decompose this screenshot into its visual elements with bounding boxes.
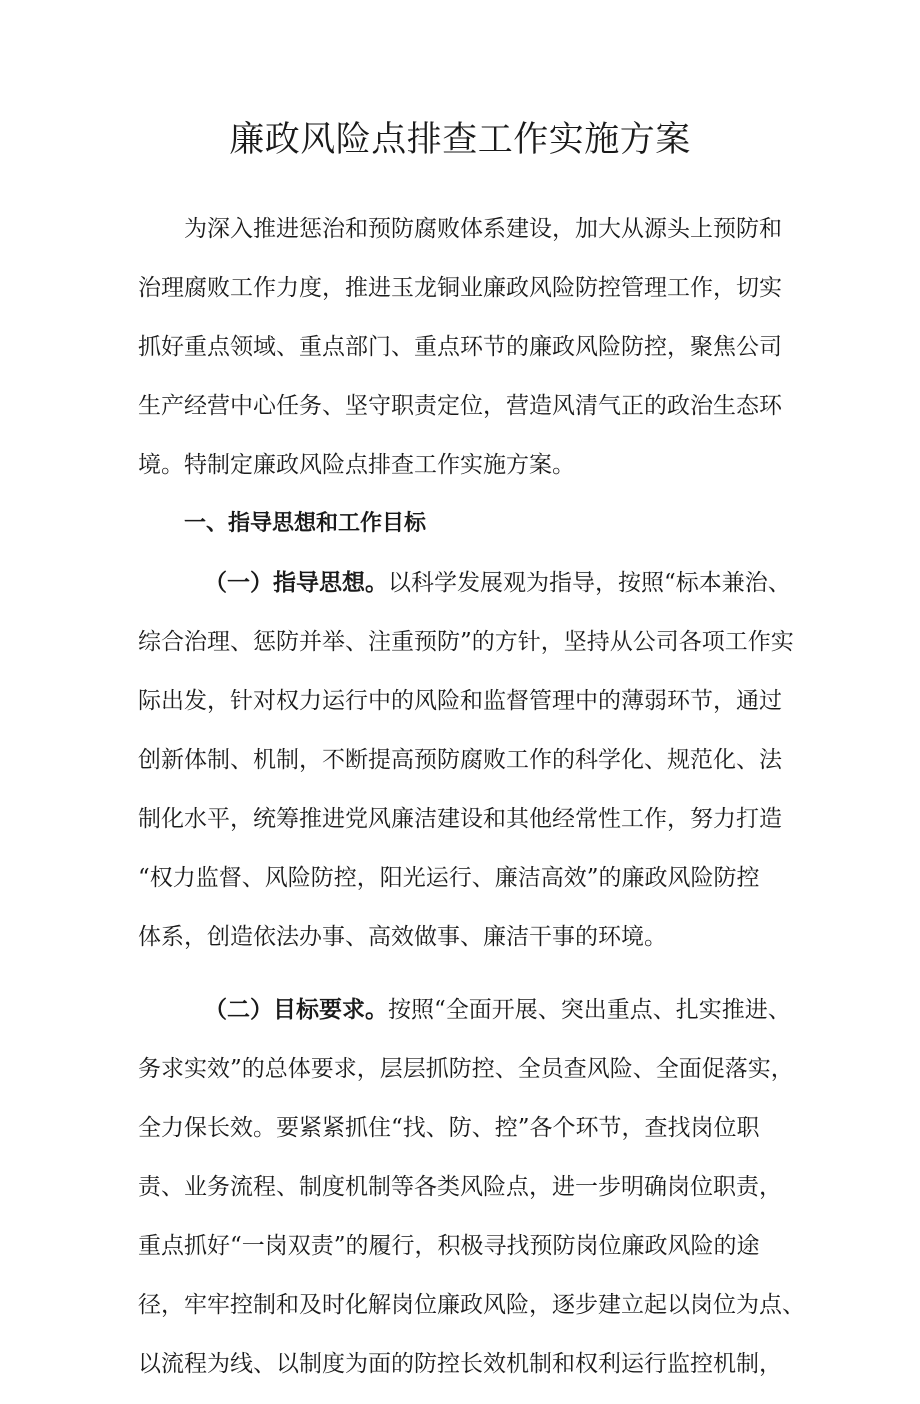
paragraph-line: 责、业务流程、制度机制等各类风险点，进一步明确岗位职责， (138, 1174, 782, 1200)
paragraph-line: “权力监督、风险防控，阳光运行、廉洁高效”的廉政风险防控 (138, 865, 760, 891)
subsection-text: 以科学发展观为指导，按照“标本兼治、 (388, 570, 791, 596)
paragraph-line: 体系，创造依法办事、高效做事、廉洁干事的环境。 (138, 924, 667, 950)
paragraph-line: 境。特制定廉政风险点排查工作实施方案。 (138, 452, 575, 478)
paragraph-line: 以流程为线、以制度为面的防控长效机制和权利运行监控机制， (138, 1351, 782, 1377)
paragraph-line: 务求实效”的总体要求，层层抓防控、全员查风险、全面促落实， (138, 1056, 794, 1082)
paragraph-line: 际出发，针对权力运行中的风险和监督管理中的薄弱环节，通过 (138, 688, 782, 714)
subsection-label: （一）指导思想。 (204, 569, 388, 596)
paragraph-line: 抓好重点领域、重点部门、重点环节的廉政风险防控，聚焦公司 (138, 334, 782, 360)
paragraph-line: 重点抓好“一岗双责”的履行，积极寻找预防岗位廉政风险的途 (138, 1233, 760, 1259)
subsection-text: 按照“全面开展、突出重点、扎实推进、 (388, 997, 791, 1023)
paragraph-line: 创新体制、机制，不断提高预防腐败工作的科学化、规范化、法 (138, 747, 782, 773)
paragraph-line: 治理腐败工作力度，推进玉龙铜业廉政风险防控管理工作，切实 (138, 275, 782, 301)
document-body (138, 210, 805, 1404)
subsection-label: （二）目标要求。 (204, 996, 388, 1023)
subsection-first-line (138, 564, 798, 623)
paragraph-line: 径，牢牢控制和及时化解岗位廉政风险，逐步建立起以岗位为点、 (138, 1292, 805, 1318)
subsection-first-line (138, 991, 798, 1050)
paragraph-line: 全力保长效。要紧紧抓住“找、防、控”各个环节，查找岗位职 (138, 1115, 760, 1141)
paragraph-line: 综合治理、惩防并举、注重预防”的方针，坚持从公司各项工作实 (138, 629, 794, 655)
document-title: 廉政风险点排查工作实施方案 (229, 120, 691, 160)
paragraph-line: 制化水平，统筹推进党风廉洁建设和其他经常性工作，努力打造 (138, 806, 782, 832)
paragraph-gap (138, 977, 798, 991)
paragraph-line: 生产经营中心任务、坚守职责定位，营造风清气正的政治生态环 (138, 393, 782, 419)
section-heading: 一、指导思想和工作目标 (184, 511, 427, 536)
paragraph-line: 为深入推进惩治和预防腐败体系建设，加大从源头上预防和 (184, 216, 782, 242)
